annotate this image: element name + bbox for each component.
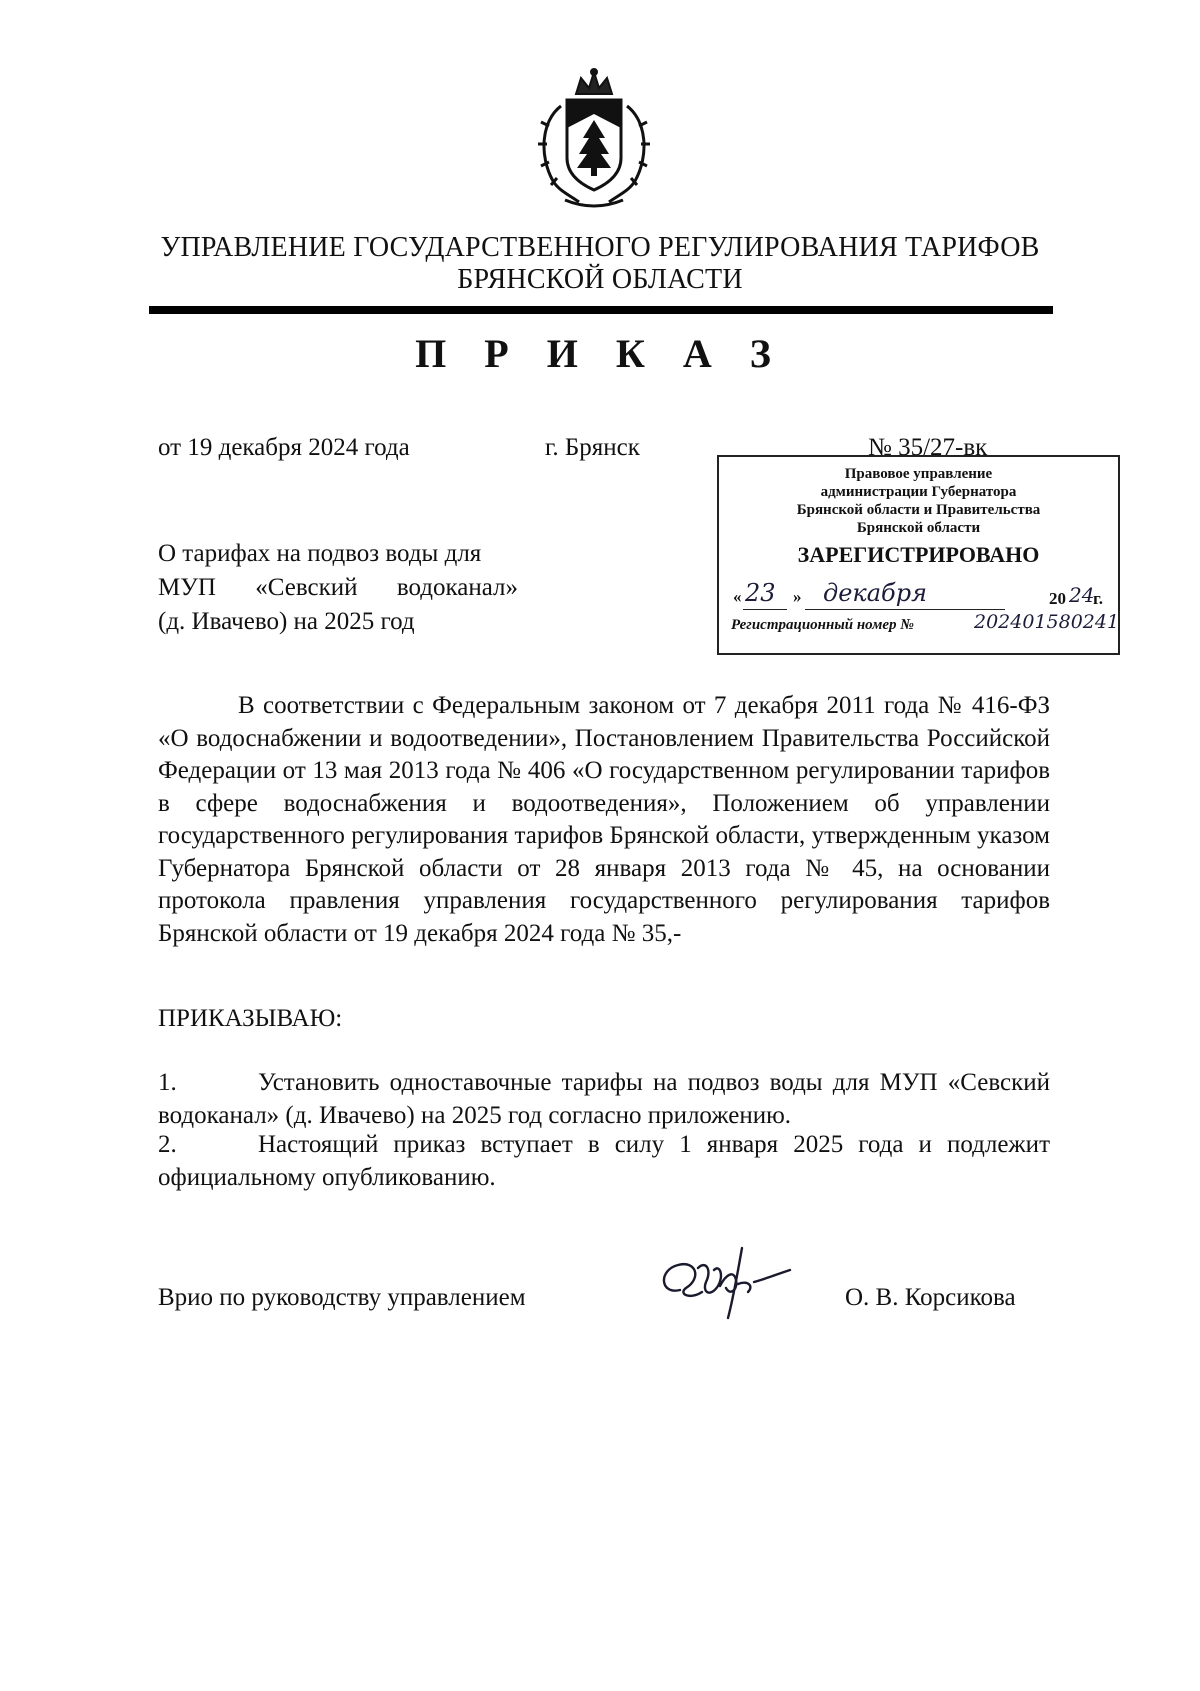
signatory-name: О. В. Корсикова (845, 1284, 1016, 1311)
organization-name-line2: БРЯНСКОЙ ОБЛАСТИ (457, 264, 743, 295)
subject-line3: (д. Ивачево) на 2025 год (158, 608, 415, 635)
stamp-day-close-quote: » (793, 587, 802, 606)
coat-of-arms-emblem (531, 66, 657, 211)
subject-line2: МУП «Севский водоканал» (158, 574, 518, 601)
stamp-line: администрации Губернатора (820, 484, 1017, 500)
stamp-year-mark: г. (1093, 589, 1104, 608)
stamp-line: Брянской области (856, 520, 981, 536)
stamp-year-handwritten: 24 (1069, 583, 1095, 607)
order-item-2 (158, 1129, 1050, 1194)
signatory-position: Врио по руководству управлением (158, 1284, 526, 1311)
stamp-reg-label: Регистрационный номер № (731, 617, 914, 633)
handwritten-signature (650, 1240, 800, 1320)
document-title: П Р И К А З (415, 331, 785, 376)
stamp-year-prefix: 20 (1049, 589, 1066, 608)
order-item-text: Установить одноставочные тарифы на подвоз воды для МУП «Севский водоканал» (д. Ивачево) на 2025 год согласно приложению. (158, 1069, 1050, 1129)
stamp-reg-number-handwritten: 202401580241 (974, 611, 1120, 633)
stamp-month-handwritten: декабря (823, 579, 927, 607)
order-item-text: Настоящий приказ вступает в силу 1 января 2025 года и подлежит официальному опубликованию. (158, 1131, 1050, 1191)
order-item-number: 1. (158, 1069, 177, 1096)
stamp-line: Брянской области и Правительства (796, 502, 1041, 518)
stamp-day-open-quote: « (733, 587, 742, 606)
document-city: г. Брянск (545, 434, 640, 461)
stamp-status: ЗАРЕГИСТРИРОВАНО (797, 542, 1040, 567)
organization-name-line1: УПРАВЛЕНИЕ ГОСУДАРСТВЕННОГО РЕГУЛИРОВАНИЯ ТАРИФОВ (160, 232, 1040, 263)
subject-line1: О тарифах на подвоз воды для (158, 540, 482, 567)
registration-stamp (717, 455, 1120, 655)
stamp-month-underline (805, 609, 1005, 610)
order-item-number: 2. (158, 1131, 177, 1158)
document-number: № 35/27-вк (868, 434, 988, 461)
stamp-date-row (731, 579, 1111, 613)
stamp-day-underline (743, 609, 787, 610)
preamble-paragraph: В соответствии с Федеральным законом от 7 декабря 2011 года № 416-ФЗ «О водоснабжении и водоотведении», Постановлением Правительства Российской Федерации от 13 мая 2013 года № 406 «О государственном регулировании тарифов в сфере водоснабжения и водоотведения», Положением об управлении государственного регулирования тарифов Брянской области, утвержденным указом Губернатора Брянской области от 28 января 2013 года № 45, на основании протокола правления управления государственного регулирования тарифов Брянской области от 19 декабря 2024 года № 35,- (158, 692, 1050, 947)
order-word: ПРИКАЗЫВАЮ: (158, 1005, 343, 1032)
stamp-line: Правовое управление (844, 466, 993, 482)
order-item-1 (158, 1067, 1050, 1132)
stamp-day-handwritten: 23 (745, 579, 776, 607)
header-rule (149, 306, 1053, 314)
document-date: от 19 декабря 2024 года (158, 434, 410, 461)
